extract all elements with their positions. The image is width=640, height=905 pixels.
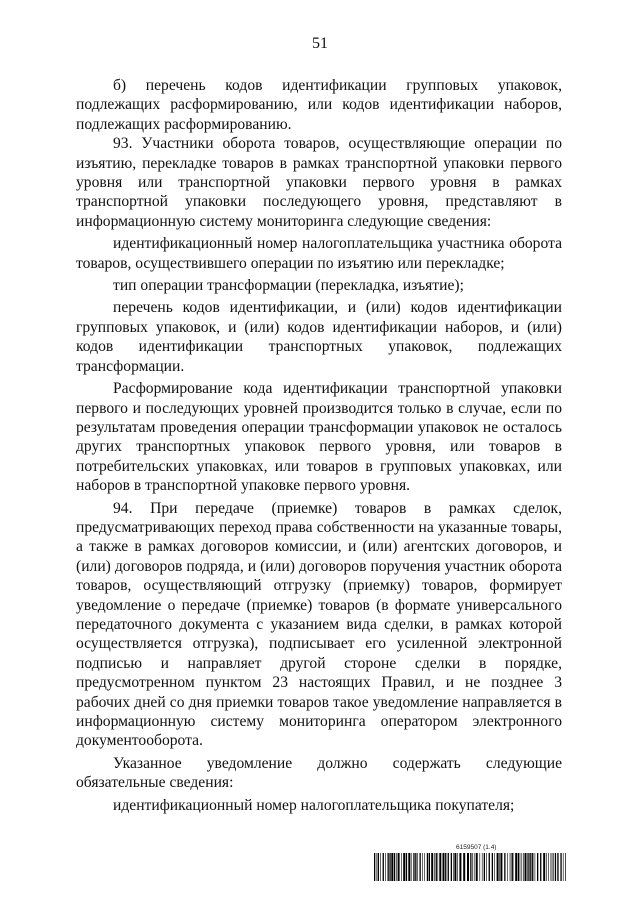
paragraph-inn-buyer: идентификационный номер налогоплательщика покупателя; [113, 796, 515, 814]
paragraph-codes-list: перечень кодов идентификации, и (или) кодов идентификации групповых упаковок, и (или) кодов идентификации наборов, и (или) кодов идентификации транспортных упаковок, подлежащих трансформации. [76, 299, 562, 375]
paragraph-operation-type: тип операции трансформации (перекладка, изъятие); [113, 277, 464, 295]
paragraph-inn-participant: идентификационный номер налогоплательщика участника оборота товаров, осуществившего операции по изъятию или перекладке; [76, 235, 562, 272]
page-number: 51 [312, 35, 328, 52]
paragraph-disbanding: Расформирование кода идентификации транспортной упаковки первого и последующих уровней производится только в случае, если по результатам проведения операции трансформации упаковок не осталось других транспортных упаковок первого уровня, или товаров в потребительских упаковках, или товаров в групповых упаковках, или наборов в транспортной упаковке первого уровня. [76, 380, 562, 495]
document-body [76, 76, 562, 815]
paragraph-list-item-b: б) перечень кодов идентификации групповых упаковок, подлежащих расформированию, или кодов идентификации наборов, подлежащих расформированию. [76, 77, 562, 133]
paragraph-clause-93: 93. Участники оборота товаров, осуществляющие операции по изъятию, перекладке товаров в рамках транспортной упаковки первого уровня или транспортной упаковки первого уровня в рамках транспортной упаковки последующего уровня, представляют в информационную систему мониторинга следующие сведения: [76, 135, 562, 230]
paragraph-notice-requirements: Указанное уведомление должно содержать следующие обязательные сведения: [76, 754, 562, 792]
paragraph-clause-94: 94. При передаче (приемке) товаров в рамках сделок, предусматривающих переход права собственности на указанные товары, а также в рамках договоров комиссии, и (или) агентских договоров, и (или) договоров подряда, и (или) договоров поручения участник оборота товаров, осуществляющий отгрузку (приемку) товаров, формирует уведомление о передаче (приемке) товаров (в формате универсального передаточного документа с указанием вида сделки, в рамках которой осуществляется отгрузка), подписывает его усиленной электронной подписью и направляет другой стороне сделки в порядке, предусмотренном пунктом 23 настоящих Правил, и не позднее 3 рабочих дней со дня приемки товаров такое уведомление направляется в информационную систему мониторинга оператором электронного документооборота. [76, 499, 562, 750]
document-code: 6159507 (1.4) [456, 844, 497, 851]
barcode-image [374, 853, 566, 881]
